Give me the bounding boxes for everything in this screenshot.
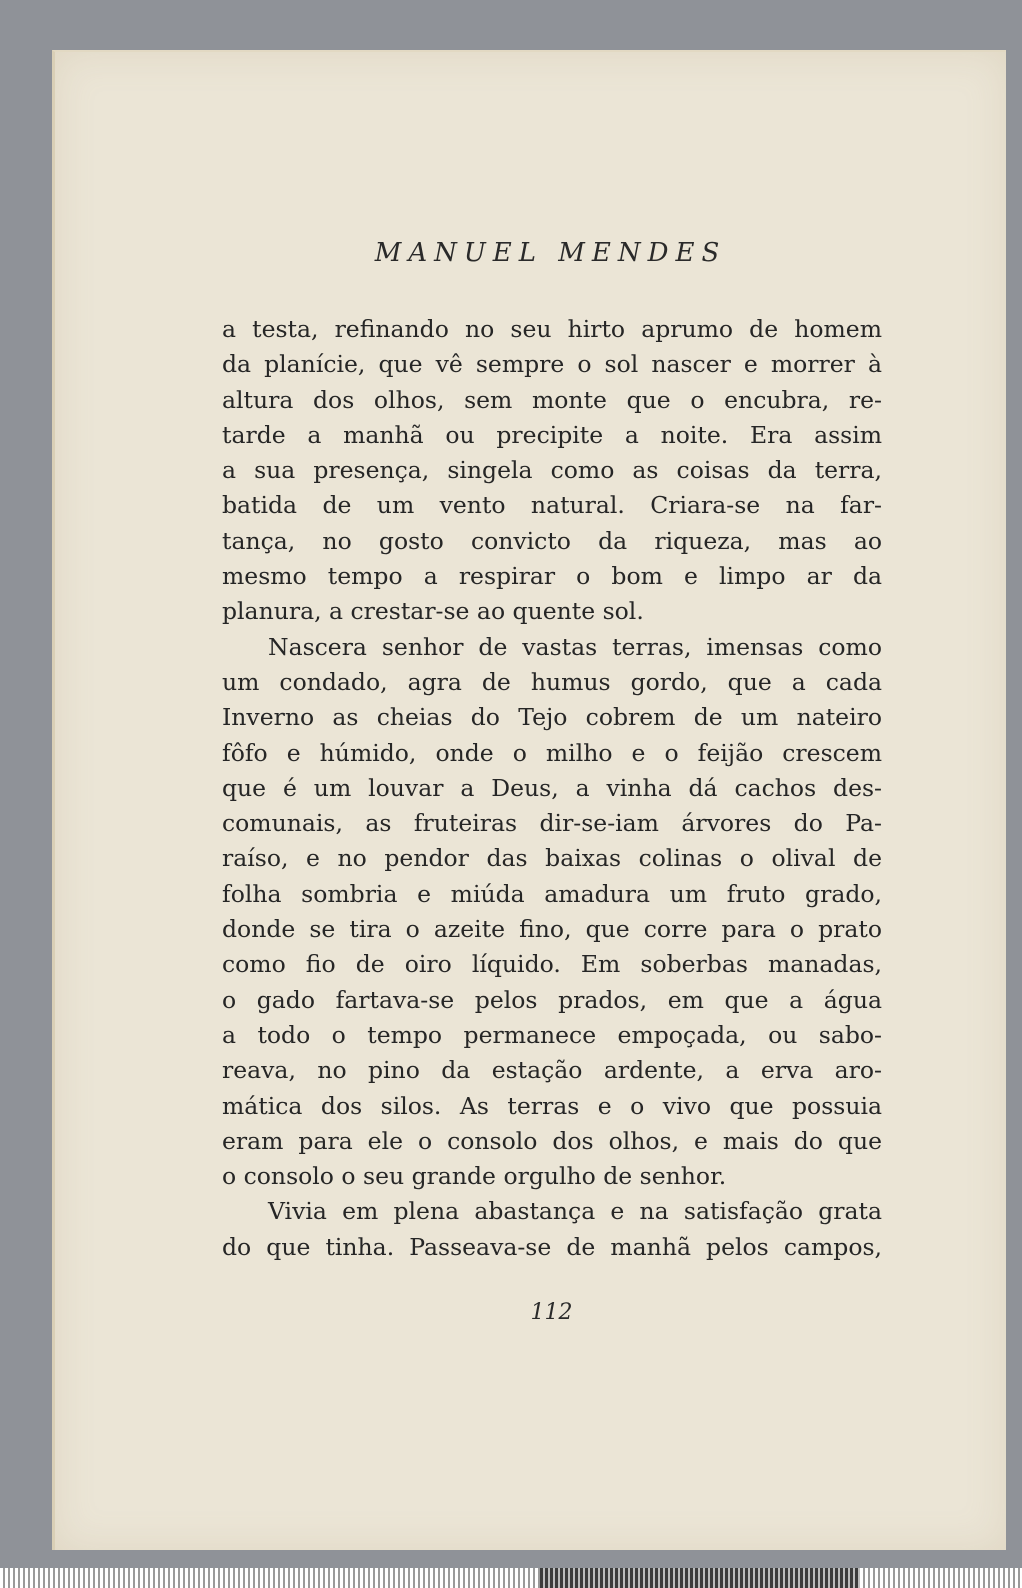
- text-line: da planície, que vê sempre o sol nascer e morrer à: [222, 350, 882, 379]
- body-text: [222, 312, 882, 1265]
- text-line: mesmo tempo a respirar o bom e limpo ar da: [222, 562, 882, 591]
- text-line: a todo o tempo permanece empoçada, ou sabo-: [222, 1020, 882, 1049]
- text-line: altura dos olhos, sem monte que o encubra, re-: [222, 385, 882, 414]
- text-line: donde se tira o azeite fino, que corre para o prato: [222, 915, 882, 944]
- text-line: Inverno as cheias do Tejo cobrem de um nateiro: [222, 703, 882, 732]
- text-line: que é um louvar a Deus, a vinha dá cachos des-: [222, 773, 882, 802]
- text-line: o gado fartava-se pelos prados, em que a água: [222, 985, 882, 1014]
- text-line: a testa, refinando no seu hirto aprumo de homem: [222, 315, 882, 343]
- text-line: Vivia em plena abastança e na satisfação grata: [268, 1197, 882, 1226]
- text-line: o consolo o seu grande orgulho de senhor.: [222, 1162, 727, 1191]
- scan-ruler: [0, 1568, 1022, 1588]
- text-line: um condado, agra de humus gordo, que a cada: [222, 667, 882, 696]
- text-line: tarde a manhã ou precipite a noite. Era assim: [222, 420, 882, 449]
- text-line: batida de um vento natural. Criara-se na far-: [222, 491, 882, 520]
- page-number: 112: [530, 1300, 573, 1325]
- text-line: como fio de oiro líquido. Em soberbas manadas,: [222, 950, 882, 979]
- text-line: reava, no pino da estação ardente, a erva aro-: [222, 1056, 882, 1085]
- text-line: Nascera senhor de vastas terras, imensas como: [268, 632, 882, 661]
- scan-ruler-dark-segment: [540, 1568, 860, 1588]
- text-line: comunais, as fruteiras dir-se-iam árvores do Pa-: [222, 809, 882, 838]
- text-line: raíso, e no pendor das baixas colinas o olival de: [222, 844, 882, 873]
- text-line: planura, a crestar-se ao quente sol.: [222, 597, 644, 626]
- text-line: do que tinha. Passeava-se de manhã pelos campos,: [222, 1232, 882, 1261]
- text-line: fôfo e húmido, onde o milho e o feijão crescem: [222, 738, 882, 767]
- text-line: folha sombria e miúda amadura um fruto grado,: [222, 879, 882, 908]
- text-line: mática dos silos. As terras e o vivo que possuia: [222, 1091, 882, 1120]
- text-line: tança, no gosto convicto da riqueza, mas ao: [222, 526, 882, 555]
- book-page: [52, 50, 1006, 1550]
- running-head: MANUEL MENDES: [374, 238, 727, 268]
- text-line: a sua presença, singela como as coisas da terra,: [222, 456, 882, 485]
- text-line: eram para ele o consolo dos olhos, e mais do que: [222, 1126, 882, 1155]
